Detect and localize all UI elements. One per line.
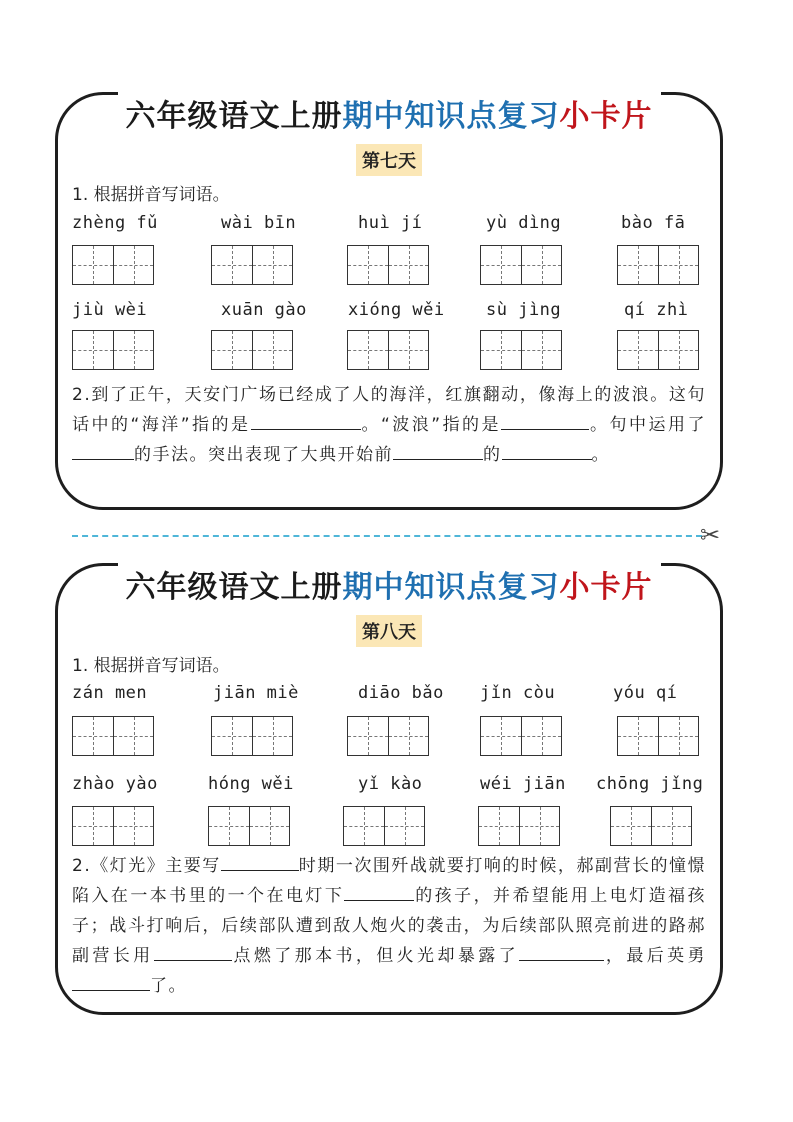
pinyin-8: xióng wěi: [348, 300, 445, 320]
writing-grid[interactable]: [343, 806, 425, 846]
scissors-icon: ✂: [700, 521, 721, 549]
question-2-text: 的: [483, 445, 502, 465]
day-badge: 第七天: [356, 144, 422, 176]
writing-grid[interactable]: [211, 716, 293, 756]
question-2-text: 。: [591, 445, 610, 465]
question-2-text: ，最后英勇: [604, 946, 707, 966]
question-2-text: 点燃了那本书，但火光却暴露了: [231, 946, 520, 966]
title-blue: 期中知识点复习: [342, 570, 560, 605]
writing-grid[interactable]: [347, 245, 429, 285]
title-black: 六年级语文上册: [125, 570, 343, 605]
answer-blank[interactable]: [221, 854, 299, 871]
pinyin-1: zán men: [72, 683, 148, 703]
pinyin-5: bào fā: [621, 213, 686, 233]
writing-grid[interactable]: [617, 330, 699, 370]
writing-grid[interactable]: [617, 716, 699, 756]
writing-grid[interactable]: [347, 716, 429, 756]
writing-grid[interactable]: [480, 245, 562, 285]
pinyin-9: sù jìng: [486, 300, 562, 320]
question-2-text: 。句中运用了: [589, 415, 706, 435]
answer-blank[interactable]: [344, 884, 414, 901]
writing-grid[interactable]: [72, 806, 154, 846]
question-1-label: 1. 根据拼音写词语。: [72, 656, 230, 676]
writing-grid[interactable]: [610, 806, 692, 846]
answer-blank[interactable]: [72, 974, 150, 991]
pinyin-7: xuān gào: [221, 300, 307, 320]
writing-grid[interactable]: [208, 806, 290, 846]
writing-grid[interactable]: [478, 806, 560, 846]
cut-line: [72, 535, 702, 537]
answer-blank[interactable]: [251, 413, 361, 430]
question-2: [72, 380, 706, 470]
writing-grid[interactable]: [72, 330, 154, 370]
writing-grid[interactable]: [617, 245, 699, 285]
question-2-text: 时期一次围歼战就要打响的时候，郝副营长的憧憬陷入在一本书里的一个在电灯下: [72, 856, 706, 906]
answer-blank[interactable]: [502, 443, 592, 460]
title-red: 小卡片: [559, 99, 653, 134]
question-2-text: 。“波浪”指的是: [360, 415, 502, 435]
writing-grid[interactable]: [72, 716, 154, 756]
writing-grid[interactable]: [347, 330, 429, 370]
card-title: [58, 562, 720, 606]
question-2-text: 2.到了正午，天安门广场已经成了人的海洋，红旗翻动，像海上的波浪。这句话中的“海洋”指的是: [72, 385, 706, 435]
answer-blank[interactable]: [393, 443, 483, 460]
answer-blank[interactable]: [501, 413, 589, 430]
title-red: 小卡片: [559, 570, 653, 605]
question-2-text: 了。: [150, 976, 187, 996]
pinyin-9: wéi jiān: [480, 774, 566, 794]
question-2-text: 2.《灯光》主要写: [72, 856, 221, 876]
writing-grid[interactable]: [72, 245, 154, 285]
writing-grid[interactable]: [480, 330, 562, 370]
answer-blank[interactable]: [519, 944, 604, 961]
pinyin-10: chōng jǐng: [596, 774, 704, 794]
day-badge: 第八天: [356, 615, 422, 647]
card-day-7: [55, 92, 723, 510]
pinyin-6: jiù wèi: [72, 300, 148, 320]
card-title: [58, 91, 720, 135]
pinyin-6: zhào yào: [72, 774, 158, 794]
pinyin-5: yóu qí: [613, 683, 678, 703]
pinyin-4: jǐn còu: [480, 683, 556, 703]
answer-blank[interactable]: [72, 443, 134, 460]
pinyin-4: yù dìng: [486, 213, 562, 233]
writing-grid[interactable]: [211, 330, 293, 370]
pinyin-2: wài bīn: [221, 213, 297, 233]
pinyin-3: huì jí: [358, 213, 423, 233]
title-black: 六年级语文上册: [125, 99, 343, 134]
pinyin-10: qí zhì: [624, 300, 689, 320]
question-2-text: 的手法。突出表现了大典开始前: [134, 445, 393, 465]
question-2-text: 的孩子，并希望能用上电灯造福孩子；战斗打响后，后续部队遭到敌人炮火的袭击，为后续部队照亮前进的路郝副营长用: [72, 886, 707, 966]
writing-grid[interactable]: [211, 245, 293, 285]
question-1-label: 1. 根据拼音写词语。: [72, 185, 230, 205]
pinyin-2: jiān miè: [213, 683, 299, 703]
question-2: [72, 851, 706, 1001]
writing-grid[interactable]: [480, 716, 562, 756]
pinyin-1: zhèng fǔ: [72, 213, 158, 233]
pinyin-3: diāo bǎo: [358, 683, 444, 703]
title-blue: 期中知识点复习: [342, 99, 560, 134]
pinyin-8: yǐ kào: [358, 774, 423, 794]
card-day-8: [55, 563, 723, 1015]
answer-blank[interactable]: [154, 944, 232, 961]
pinyin-7: hóng wěi: [208, 774, 294, 794]
